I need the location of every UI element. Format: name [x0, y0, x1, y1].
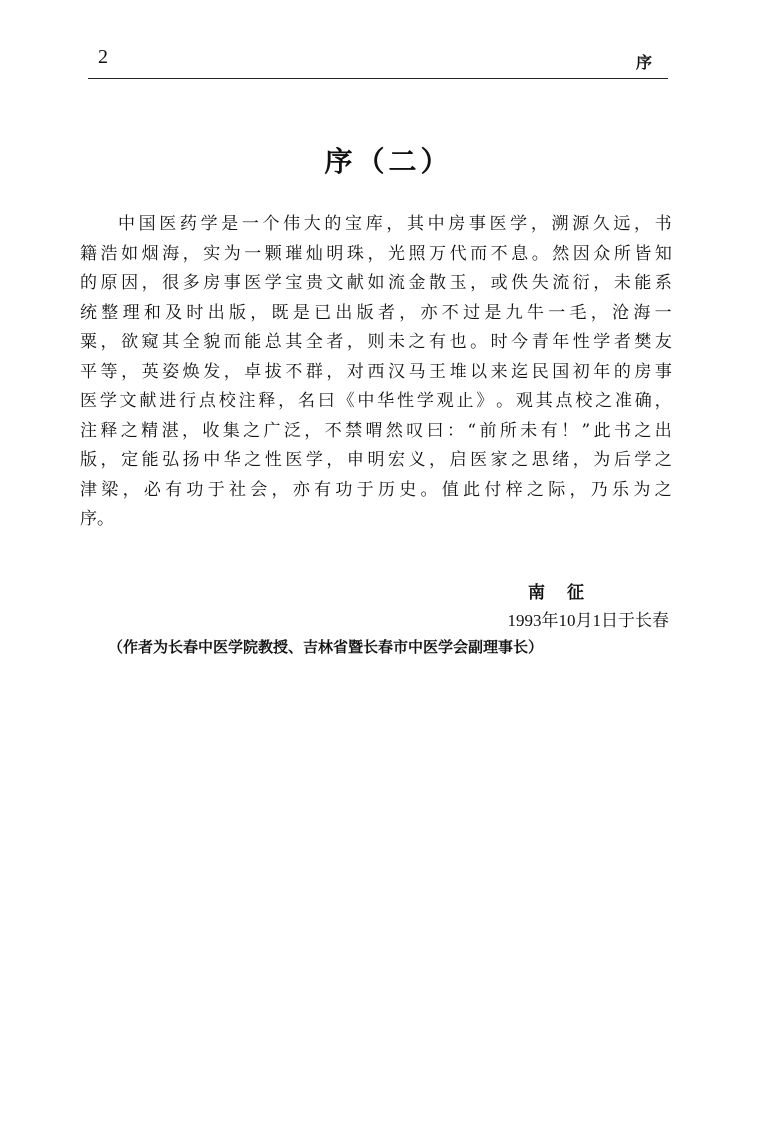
body-line: 籍 浩 如 烟 海 ， 实 为 一 颗 璀 灿 明 珠 ， 光 照 万 代 而 不 息 。 然 因 众 所 皆 知	[80, 243, 672, 264]
author-note: （作者为长春中医学院教授、吉林省暨长春市中医学会副理事长）	[108, 638, 544, 656]
body-line: 津 梁 ， 必 有 功 于 社 会 ， 亦 有 功 于 历 史 。 值 此 付 梓 之 际 ， 乃 乐 为 之	[80, 479, 672, 500]
body-line: 中 国 医 药 学 是 一 个 伟 大 的 宝 库 ， 其 中 房 事 医 学 ， 溯 源 久 远 ， 书	[118, 214, 672, 234]
body-line: 医 学 文 献 进 行 点 校 注 释 ， 名 曰 《 中 华 性 学 观 止 》 。 观 其 点 校 之 准 确 ，	[80, 391, 672, 411]
body-line: 粟 ， 欲 窥 其 全 貌 而 能 总 其 全 者 ， 则 未 之 有 也 。 时 今 青 年 性 学 者 樊 友	[80, 332, 672, 352]
body-line: 注 释 之 精 湛 ， 收 集 之 广 泛 ， 不 禁 喟 然 叹 曰 ： “ 前 所 未 有 ！ ” 此 书 之 出	[80, 420, 672, 441]
author-signature: 南征	[528, 583, 606, 603]
date-place: 1993年10月1日于长春	[507, 611, 669, 630]
page-number: 2	[98, 46, 108, 68]
running-title: 序	[636, 53, 653, 72]
preface-body	[80, 210, 672, 535]
body-line: 统 整 理 和 及 时 出 版 ， 既 是 已 出 版 者 ， 亦 不 过 是 九 牛 一 毛 ， 沧 海 一	[80, 302, 672, 323]
body-line: 平 等 ， 英 姿 焕 发 ， 卓 拔 不 群 ， 对 西 汉 马 王 堆 以 来 迄 民 国 初 年 的 房 事	[80, 361, 672, 382]
body-line: 版 ， 定 能 弘 扬 中 华 之 性 医 学 ， 申 明 宏 义 ， 启 医 家 之 思 绪 ， 为 后 学 之	[80, 450, 672, 470]
body-line: 序 。	[80, 509, 114, 529]
header-rule	[88, 78, 668, 79]
page-title: 序（二）	[324, 145, 453, 178]
body-line: 的 原 因 ， 很 多 房 事 医 学 宝 贵 文 献 如 流 金 散 玉 ， 或 佚 失 流 衍 ， 未 能 系	[80, 273, 672, 293]
